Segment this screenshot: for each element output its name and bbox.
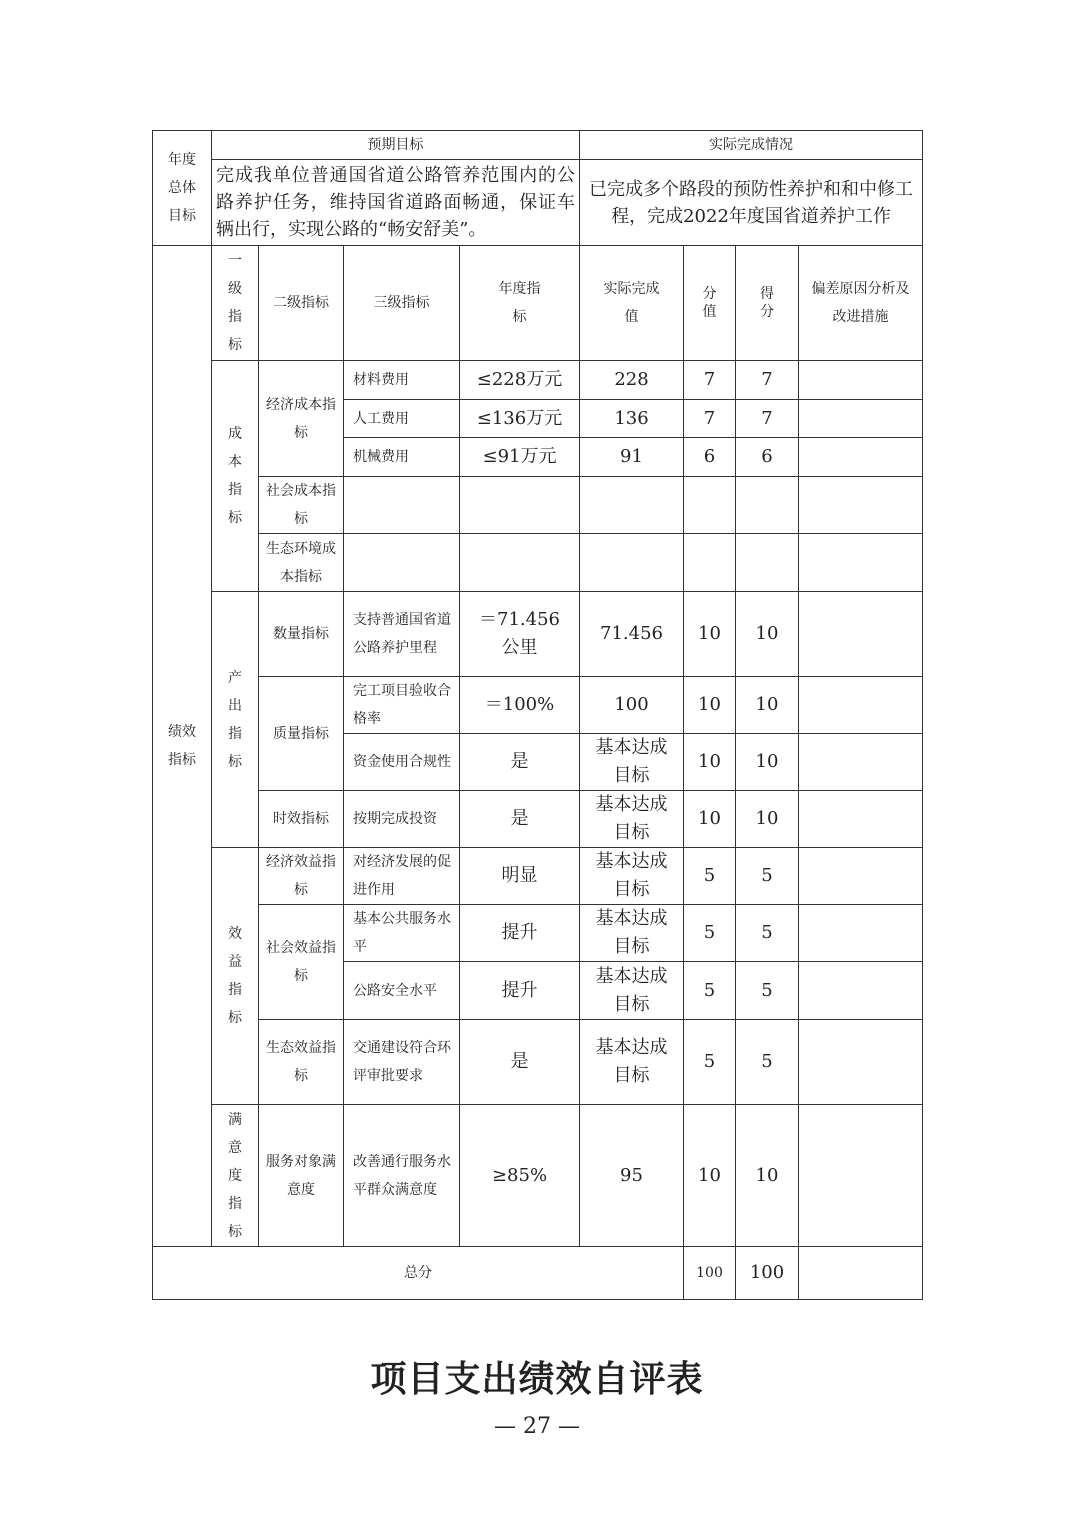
total-note [799,1247,923,1300]
actual-value-cell: 228 [580,361,684,400]
deviation-cell [799,677,923,734]
level2-cell: 时效指标 [259,791,344,848]
total-score: 100 [736,1247,799,1300]
score-cell: 6 [736,438,799,477]
table-row [153,361,923,400]
col-level2: 二级指标 [259,246,344,361]
weight-cell: 10 [684,592,736,677]
weight-cell: 10 [684,734,736,791]
actual-value-cell: 136 [580,400,684,438]
level2-cell: 经济成本指标 [259,361,344,477]
table-row [153,848,923,905]
score-cell [736,534,799,592]
level2-cell: 生态环境成本指标 [259,534,344,592]
deviation-cell [799,905,923,962]
level2-cell: 生态效益指标 [259,1020,344,1105]
level3-cell: 人工费用 [344,400,460,438]
actual-value-cell: 基本达成目标 [580,791,684,848]
level3-cell: 完工项目验收合格率 [344,677,460,734]
annual-target-cell: ≤91万元 [460,438,580,477]
year-goal-label: 年度总体目标 [153,131,212,246]
level1-cell: 成本指标 [212,361,259,592]
deviation-cell [799,361,923,400]
annual-target-cell: 提升 [460,905,580,962]
annual-target-cell [460,534,580,592]
document-title: 项目支出绩效自评表 [370,1358,704,1400]
table-row [153,791,923,848]
score-cell: 7 [736,400,799,438]
annual-target-cell: ≤228万元 [460,361,580,400]
col-level3: 三级指标 [344,246,460,361]
actual-text: 已完成多个路段的预防性养护和和中修工程，完成2022年度国省道养护工作 [580,160,923,246]
score-cell [736,477,799,534]
deviation-cell [799,791,923,848]
level3-cell: 公路安全水平 [344,962,460,1020]
level3-cell: 基本公共服务水平 [344,905,460,962]
level3-cell [344,477,460,534]
weight-cell: 6 [684,438,736,477]
table-row [153,477,923,534]
deviation-cell [799,962,923,1020]
score-cell: 5 [736,962,799,1020]
level3-cell: 交通建设符合环评审批要求 [344,1020,460,1105]
weight-cell: 10 [684,677,736,734]
level3-cell: 机械费用 [344,438,460,477]
deviation-cell [799,1020,923,1105]
actual-value-cell: 91 [580,438,684,477]
score-cell: 10 [736,791,799,848]
table-row [153,592,923,677]
deviation-cell [799,477,923,534]
actual-value-cell: 基本达成目标 [580,734,684,791]
col-actual: 实际完成值 [580,246,684,361]
weight-cell: 5 [684,1020,736,1105]
deviation-cell [799,400,923,438]
col-deviation: 偏差原因分析及改进措施 [799,246,923,361]
actual-label: 实际完成情况 [580,131,923,160]
annual-target-cell: ＝100% [460,677,580,734]
total-label: 总分 [153,1247,684,1300]
level3-cell: 按期完成投资 [344,791,460,848]
actual-value-cell: 100 [580,677,684,734]
level3-cell: 对经济发展的促进作用 [344,848,460,905]
table-row [153,677,923,734]
deviation-cell [799,592,923,677]
actual-value-cell [580,477,684,534]
planned-text: 完成我单位普通国省道公路管养范围内的公路养护任务，维持国省道路面畅通，保证车辆出行，实现公路的“畅安舒美”。 [212,160,580,246]
level3-cell [344,534,460,592]
deviation-cell [799,438,923,477]
level1-cell: 产出指标 [212,592,259,848]
score-cell: 5 [736,848,799,905]
actual-value-cell: 基本达成目标 [580,848,684,905]
actual-value-cell: 基本达成目标 [580,1020,684,1105]
weight-cell: 5 [684,848,736,905]
actual-value-cell: 基本达成目标 [580,962,684,1020]
annual-target-cell: ＝71.456公里 [460,592,580,677]
actual-value-cell [580,534,684,592]
deviation-cell [799,734,923,791]
col-score: 得分 [736,246,799,361]
total-weight: 100 [684,1247,736,1300]
annual-target-cell: ≤136万元 [460,400,580,438]
score-cell: 10 [736,677,799,734]
planned-label: 预期目标 [212,131,580,160]
actual-value-cell: 基本达成目标 [580,905,684,962]
level3-cell: 改善通行服务水平群众满意度 [344,1105,460,1247]
weight-cell: 7 [684,361,736,400]
weight-cell: 10 [684,791,736,848]
deviation-cell [799,1105,923,1247]
level3-cell: 支持普通国省道公路养护里程 [344,592,460,677]
annual-target-cell: 是 [460,1020,580,1105]
actual-value-cell: 71.456 [580,592,684,677]
table-row [153,905,923,962]
annual-target-cell: ≥85% [460,1105,580,1247]
weight-cell: 10 [684,1105,736,1247]
table-row [153,1105,923,1247]
level1-cell: 效益指标 [212,848,259,1105]
total-row [153,1247,923,1300]
page-number: — 27 — [494,1414,580,1439]
score-cell: 7 [736,361,799,400]
annual-target-cell: 是 [460,734,580,791]
weight-cell: 5 [684,905,736,962]
perf-label: 绩效指标 [153,246,212,1247]
level2-cell: 数量指标 [259,592,344,677]
actual-value-cell: 95 [580,1105,684,1247]
level3-cell: 材料费用 [344,361,460,400]
weight-cell: 7 [684,400,736,438]
weight-cell: 5 [684,962,736,1020]
annual-target-cell [460,477,580,534]
performance-table [152,130,923,1300]
score-cell: 10 [736,1105,799,1247]
weight-cell [684,477,736,534]
level1-cell: 满意度指标 [212,1105,259,1247]
score-cell: 5 [736,1020,799,1105]
score-cell: 10 [736,592,799,677]
table-row [153,534,923,592]
table-row [153,1020,923,1105]
annual-target-cell: 提升 [460,962,580,1020]
col-weight: 分值 [684,246,736,361]
deviation-cell [799,534,923,592]
deviation-cell [799,848,923,905]
level2-cell: 经济效益指标 [259,848,344,905]
weight-cell [684,534,736,592]
level3-cell: 资金使用合规性 [344,734,460,791]
col-annual: 年度指标 [460,246,580,361]
level2-cell: 服务对象满意度 [259,1105,344,1247]
annual-target-cell: 明显 [460,848,580,905]
level2-cell: 社会成本指标 [259,477,344,534]
annual-target-cell: 是 [460,791,580,848]
score-cell: 10 [736,734,799,791]
col-level1: 一级指标 [212,246,259,361]
level2-cell: 社会效益指标 [259,905,344,1020]
score-cell: 5 [736,905,799,962]
level2-cell: 质量指标 [259,677,344,791]
